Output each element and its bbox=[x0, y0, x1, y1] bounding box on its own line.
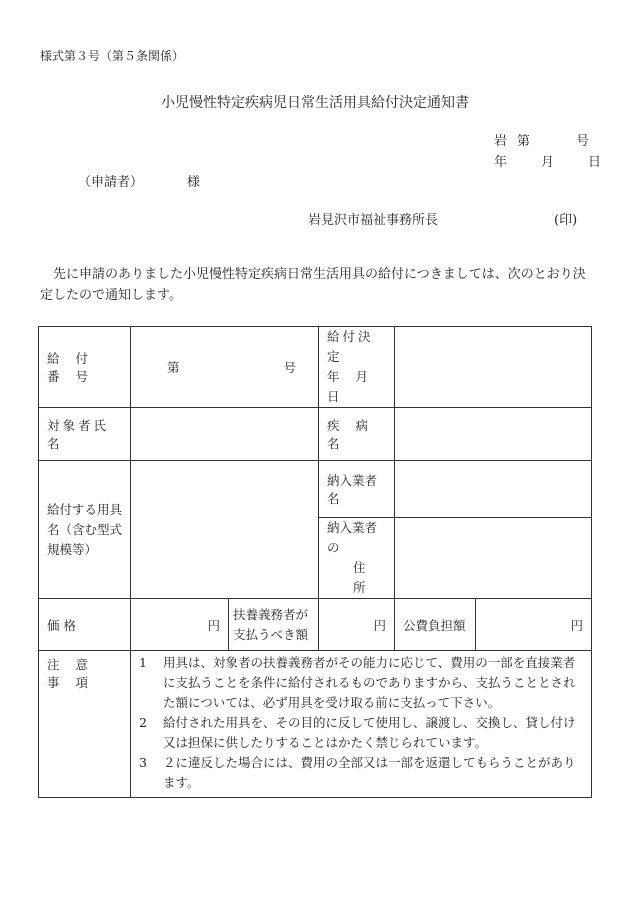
note-item bbox=[139, 753, 583, 793]
guardian-pay-label: 扶養義務者が支払うべき額 bbox=[229, 599, 319, 651]
form-label: 様式第３号（第５条関係） bbox=[40, 49, 185, 63]
vendor-name-value bbox=[395, 461, 592, 518]
public-burden-value bbox=[476, 599, 592, 651]
date-day: 日 bbox=[588, 155, 602, 170]
applicant-label: （申請者） bbox=[78, 175, 144, 190]
note-number: 1 bbox=[139, 655, 147, 670]
note-number: 3 bbox=[139, 755, 147, 770]
vendor-address-label-2: 住 所 bbox=[353, 560, 372, 595]
document-number bbox=[494, 130, 589, 149]
vendor-address-label bbox=[319, 518, 395, 599]
note-number: 2 bbox=[139, 715, 147, 730]
public-burden-label: 公費負担額 bbox=[395, 599, 476, 651]
grant-number-suffix: 号 bbox=[283, 360, 296, 375]
table-row bbox=[39, 599, 592, 651]
recipient-name-label: 対象者氏名 bbox=[39, 408, 131, 461]
table-row bbox=[39, 327, 592, 408]
price-label-text: 価 格 bbox=[47, 617, 76, 633]
price-value bbox=[131, 599, 229, 651]
issuer-name: 岩見沢市福祉事務所長 bbox=[308, 213, 439, 228]
doc-no-suffix: 号 bbox=[576, 134, 590, 149]
table-row bbox=[39, 408, 592, 461]
note-text: 用具は、対象者の扶養義務者がその能力に応じて、費用の一部を直接業者に支払うことを条件に給付されるものでありますから、支払うこととされた額については、必ず用具を受け取る前に支払って下さい。 bbox=[163, 655, 576, 710]
table-row bbox=[39, 651, 592, 798]
date-year: 年 bbox=[494, 155, 508, 170]
grant-number-label: 給 付 番 号 bbox=[39, 327, 131, 408]
vendor-name-label: 納入業者名 bbox=[319, 461, 395, 518]
doc-no-prefix: 岩 bbox=[494, 134, 508, 149]
item-value bbox=[131, 461, 319, 599]
note-item bbox=[139, 713, 583, 753]
document-title: 小児慢性特定疾病児日常生活用具給付決定通知書 bbox=[161, 95, 469, 111]
note-item bbox=[139, 653, 583, 713]
grant-number-cell bbox=[131, 327, 319, 408]
decision-date-label-1: 給付決定 bbox=[327, 329, 374, 364]
date-month: 月 bbox=[541, 155, 555, 170]
disease-label: 疾 病 名 bbox=[319, 408, 395, 461]
notes-label: 注 意 事 項 bbox=[39, 651, 131, 798]
document-date bbox=[494, 151, 601, 170]
applicant-honorific: 様 bbox=[187, 175, 201, 190]
grant-number-prefix: 第 bbox=[167, 360, 180, 375]
guardian-pay-yen: 円 bbox=[373, 617, 386, 633]
grant-table bbox=[38, 326, 592, 798]
applicant-line bbox=[78, 171, 200, 190]
decision-date-label bbox=[319, 327, 395, 408]
vendor-address-label-1: 納入業者の bbox=[327, 520, 378, 555]
item-label: 給付する用具名（含む型式規模等） bbox=[39, 461, 131, 599]
guardian-pay-value bbox=[319, 599, 395, 651]
recipient-name-value bbox=[131, 408, 319, 461]
vendor-address-value bbox=[395, 518, 592, 599]
disease-value bbox=[395, 408, 592, 461]
public-burden-yen: 円 bbox=[570, 617, 583, 633]
price-yen: 円 bbox=[207, 617, 220, 633]
intro-paragraph: 先に申請のありました小児慢性特定疾病日常生活用具の給付につきましては、次のとおり決定したので通知します。 bbox=[40, 267, 586, 303]
note-text: ２に違反した場合には、費用の全部又は一部を返還してもらうことがあります。 bbox=[163, 755, 576, 790]
note-text: 給付された用具を、その目的に反して使用し、譲渡し、交換し、貸し付け又は担保に供したりすることはかたく禁じられています。 bbox=[163, 715, 576, 750]
decision-date-value bbox=[395, 327, 592, 408]
seal-mark: (印) bbox=[554, 213, 578, 228]
decision-date-label-2: 年 月 日 bbox=[327, 369, 374, 404]
doc-no-mid: 第 bbox=[517, 134, 531, 149]
notes-cell bbox=[131, 651, 592, 798]
table-row bbox=[39, 461, 592, 518]
price-label bbox=[39, 599, 131, 651]
